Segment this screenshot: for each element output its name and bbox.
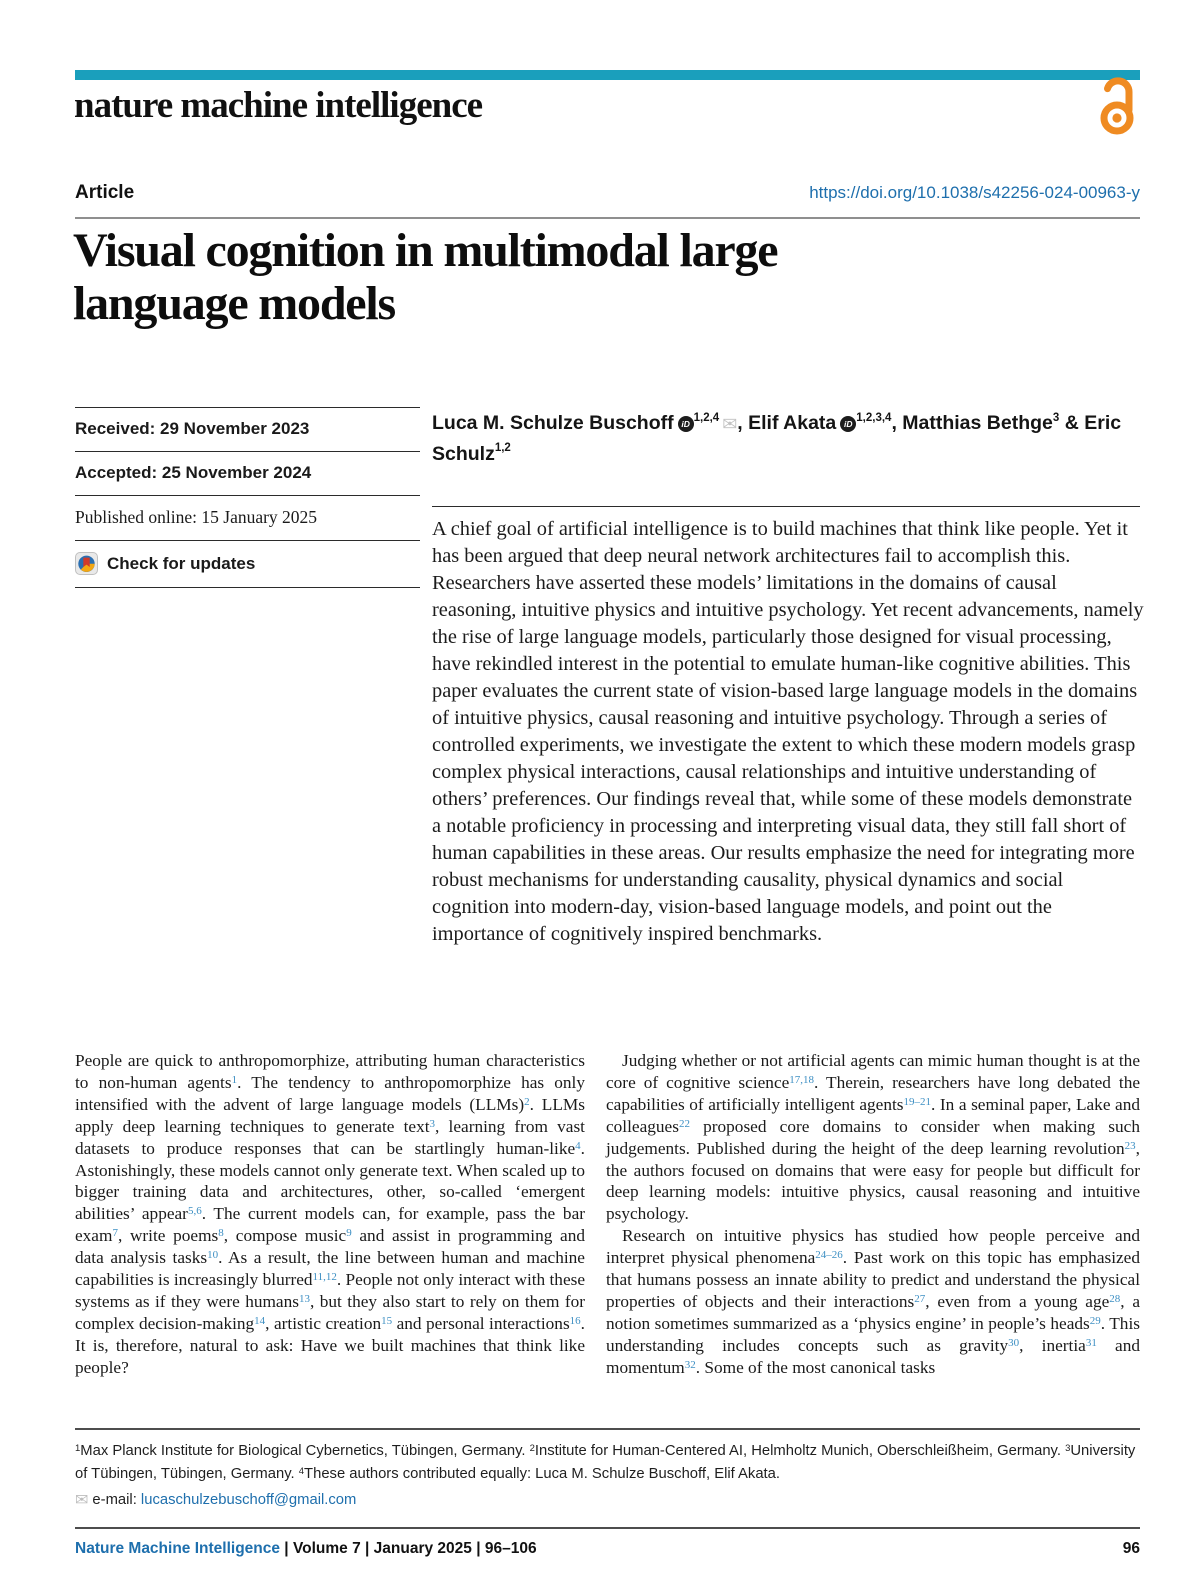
reference-superscript: 5,6 (187, 1205, 202, 1218)
reference-superscript: 2 (524, 1095, 530, 1108)
reference-superscript: 19–21 (903, 1095, 932, 1108)
reference-superscript: 28 (1109, 1293, 1121, 1306)
doi-link[interactable]: https://doi.org/10.1038/s42256-024-00963-y (809, 183, 1140, 202)
author-affiliation-superscript: 1,2,4 (693, 411, 720, 424)
reference-superscript: 27 (914, 1293, 926, 1306)
email-row (75, 1489, 1140, 1514)
footnotes (75, 1440, 1140, 1514)
reference-superscript: 9 (346, 1227, 352, 1240)
reference-superscript: 31 (1085, 1336, 1097, 1349)
reference-superscript: 10 (207, 1249, 219, 1262)
page-number: 96 (1122, 1540, 1140, 1557)
author: Elif Akata iD$^{1,2,3,4}$ (748, 411, 892, 434)
reference-superscript: 24–26 (815, 1249, 843, 1262)
reference-superscript: 2 (529, 1443, 535, 1455)
footer-issue-info: | Volume 7 | January 2025 | 96–106 (280, 1540, 537, 1557)
reference-superscript: 11,12 (312, 1271, 337, 1284)
corresponding-author-envelope-icon[interactable]: ✉ (722, 414, 738, 434)
abstract-text: A chief goal of artificial intelligence is to build machines that think like people. Yet it has been argued that deep neural network architectures fail to accomplish this. Researchers have asserted these models’ limitations in the domains of causal reasoning, intuitive physics and intuitive psychology. Yet recent advancements, namely the rise of large language models, particularly those designed for visual processing, have rekindled interest in the potential to emulate human-like cognitive abilities. This paper evaluates the current state of vision-based large language models in the domains of intuitive physics, causal reasoning and intuitive psychology. Through a series of controlled experiments, we investigate the extent to which these modern models grasp complex physical interactions, causal relationships and intuitive understanding of others’ preferences. Our findings reveal that, while some of these models demonstrate a notable proficiency in processing and interpreting visual data, they still fall short of human capabilities in these areas. Our results emphasize the need for integrating more robust mechanisms for understanding causality, physical dynamics and social cognition into modern-day, vision-based language models, and point out the importance of cognitively inspired benchmarks. (432, 518, 1144, 945)
reference-superscript: 4 (575, 1139, 581, 1152)
email-link[interactable]: lucaschulzebuschoff@gmail.com (140, 1491, 357, 1508)
reference-superscript: 1 (231, 1073, 238, 1086)
reference-superscript: 23 (1124, 1139, 1136, 1152)
author-affiliation-superscript: 1,2,3,4 (856, 411, 892, 424)
affiliations-text: $^1$Max Planck Institute for Biological Cybernetics, Tübingen, Germany. $^2$Institute for Human-Centered AI, Helmholtz Munich, Oberschleißheim, Germany. $^3$University of Tübingen, Tübingen, Germany. $^4$These authors contributed equally: Luca M. Schulze Buschoff, Elif Akata. (75, 1443, 1136, 1482)
author: Eric Schulz$^{1,2}$ (432, 412, 1122, 465)
check-for-updates-button[interactable] (75, 540, 420, 588)
envelope-icon: ✉ (75, 1491, 89, 1509)
paragraph: Judging whether or not artificial agents can mimic human thought is at the core of cognitive science$^{17,18}$. Therein, researchers have long debated the capabilities of artificially intelligent agents$^{19-21}$. In a seminal paper, Lake and colleagues$^{22}$ proposed core domains to consider when making such judgements. Published during the height of the deep learning revolution$^{23}$, the authors focused on domains that were easy for people but difficult for deep learning models: intuitive physics, causal reasoning and intuitive psychology. (606, 1051, 1141, 1224)
reference-superscript: 15 (381, 1314, 393, 1327)
body-column-left (75, 1050, 585, 1379)
reference-superscript: 32 (684, 1358, 696, 1371)
title-divider (75, 217, 1140, 219)
journal-wordmark: nature machine intelligence (74, 85, 483, 126)
email-label: e-mail: (92, 1491, 141, 1508)
reference-superscript: 29 (1089, 1314, 1101, 1327)
reference-superscript: 30 (1008, 1336, 1020, 1349)
reference-superscript: 13 (298, 1293, 310, 1306)
author-affiliation-superscript: 3 (1052, 411, 1060, 424)
author: Matthias Bethge$^3$ (902, 411, 1060, 434)
reference-superscript: 14 (254, 1314, 266, 1327)
reference-superscript: 8 (218, 1227, 224, 1240)
page-title: Visual cognition in multimodal large language models (73, 224, 778, 330)
open-access-icon (1094, 76, 1138, 141)
reference-superscript: 4 (298, 1466, 305, 1478)
published-online-date: Published online: 15 January 2025 (75, 495, 420, 540)
journal-accent-bar (75, 70, 1140, 80)
article-type-label: Article (75, 182, 135, 203)
orcid-icon[interactable]: iD (840, 416, 856, 432)
footnote-divider (75, 1428, 1140, 1430)
abstract-divider (432, 506, 1140, 507)
reference-superscript: 16 (569, 1314, 581, 1327)
reference-superscript: 22 (678, 1117, 690, 1130)
author-line: Luca M. Schulze Buschoff iD$^{1,2,4}$ ✉, Elif Akata iD$^{1,2,3,4}$, Matthias Bethge$^3$ & Eric Schulz$^{1,2}$ (432, 411, 1122, 465)
check-for-updates-label: Check for updates (107, 553, 256, 573)
author: Luca M. Schulze Buschoff iD$^{1,2,4}$ ✉ (432, 411, 738, 434)
reference-superscript: 17,18 (789, 1073, 815, 1086)
article-header-row (75, 182, 1140, 204)
reference-superscript: 3 (1065, 1443, 1071, 1455)
body-column-right (606, 1050, 1140, 1379)
received-date: Received: 29 November 2023 (75, 407, 420, 451)
dates-box (75, 407, 420, 588)
footer-journal-name: Nature Machine Intelligence (75, 1540, 280, 1557)
page-footer (75, 1540, 1140, 1558)
reference-superscript: 3 (429, 1117, 436, 1130)
reference-superscript: 7 (112, 1227, 118, 1240)
footer-left (75, 1540, 537, 1558)
author-affiliation-superscript: 1,2 (494, 442, 511, 455)
paragraph: People are quick to anthropomorphize, attributing human characteristics to non-human agents$^1$. The tendency to anthropomorphize has only intensified with the advent of large language models (LLMs)$^2$. LLMs apply deep learning techniques to generate text$^3$, learning from vast datasets to produce responses that can be startlingly human-like$^4$. Astonishingly, these models cannot only generate text. When scaled up to bigger training data and architectures, other, so-called ‘emergent abilities’ appear$^{5,6}$. The current models can, for example, pass the bar exam$^7$, write poems$^8$, compose music$^9$ and assist in programming and data analysis tasks$^{10}$. As a result, the line between human and machine capabilities is increasingly blurred$^{11,12}$. People not only interact with these systems as if they were humans$^{13}$, but they also start to rely on them for complex decision-making$^{14}$, artistic creation$^{15}$ and personal interactions$^{16}$. It is, therefore, natural to ask: Have we built machines that think like people? (75, 1051, 586, 1377)
orcid-icon[interactable]: iD (678, 416, 694, 432)
accepted-date: Accepted: 25 November 2024 (75, 451, 420, 495)
reference-superscript: 1 (75, 1443, 81, 1455)
crossmark-icon (75, 552, 98, 575)
footer-divider (75, 1527, 1140, 1529)
paragraph: Research on intuitive physics has studied how people perceive and interpret physical phenomena$^{24-26}$. Past work on this topic has emphasized that humans possess an innate ability to predict and understand the physical properties of objects and their interactions$^{27}$, even from a young age$^{28}$, a notion sometimes summarized as a ‘physics engine’ in people’s heads$^{29}$. This understanding includes concepts such as gravity$^{30}$, inertia$^{31}$ and momentum$^{32}$. Some of the most canonical tasks (606, 1226, 1140, 1377)
